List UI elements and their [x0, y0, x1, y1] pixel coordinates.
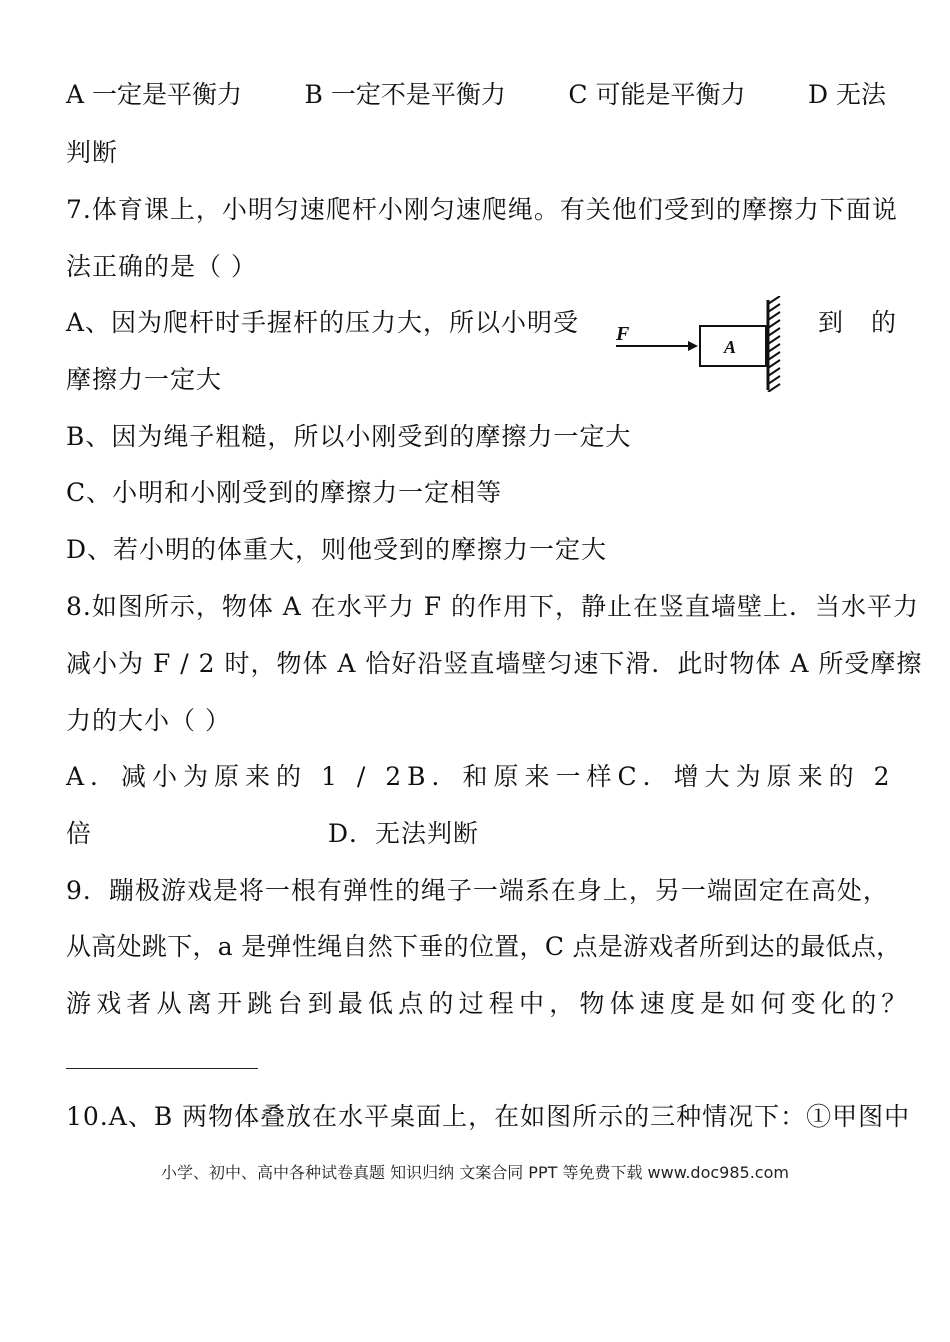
q8-stem-line1: 8.如图所示，物体 A 在水平力 F 的作用下，静止在竖直墙壁上．当水平力 [66, 592, 920, 621]
q6-option-c: C 可能是平衡力 [568, 80, 746, 109]
q9-line1: 9．蹦极游戏是将一根有弹性的绳子一端系在身上，另一端固定在高处， [66, 876, 889, 905]
q9-line2: 从高处跳下，a 是弹性绳自然下垂的位置，C 点是游戏者所到达的最低点， [66, 932, 902, 961]
q7-option-c: C、小明和小刚受到的摩擦力一定相等 [66, 478, 503, 507]
q6-option-a: A 一定是平衡力 [66, 80, 243, 109]
figure-svg [612, 296, 792, 392]
q8-option-d: D．无法判断 [328, 819, 480, 848]
q7-option-d: D、若小明的体重大，则他受到的摩擦力一定大 [66, 535, 608, 564]
q8-options-row [66, 760, 896, 794]
q8-stem-line3: 力的大小（ ） [66, 706, 231, 735]
q6-option-b: B 一定不是平衡力 [304, 80, 506, 109]
q7-option-a: A、因为爬杆时手握杆的压力大，所以小明受 [66, 308, 580, 337]
q8-stem-line2: 减小为 F / 2 时，物体 A 恰好沿竖直墙壁匀速下滑．此时物体 A 所受摩擦 [66, 649, 923, 678]
q8-option-a: A．减小为原来的 1 / 2 [66, 762, 408, 791]
q9-line3: 游戏者从离开跳台到最低点的过程中，物体速度是如何变化的？ [66, 989, 912, 1018]
force-label: F [616, 323, 630, 345]
q8-option-c-continued: 倍 [66, 819, 93, 848]
q6-option-d-continued: 判断 [66, 138, 119, 167]
q7-option-a-continued: 摩擦力一定大 [66, 365, 223, 394]
page-footer: 小学、初中、高中各种试卷真题 知识归纳 文案合同 PPT 等免费下载 www.doc985.com [161, 1163, 789, 1182]
block-label: A [724, 337, 737, 357]
force-arrow-head [688, 341, 698, 351]
q10-line1: 10.A、B 两物体叠放在水平桌面上，在如图所示的三种情况下：①甲图中 [66, 1102, 911, 1131]
wall-hatching [768, 296, 780, 392]
q7-option-b: B、因为绳子粗糙，所以小刚受到的摩擦力一定大 [66, 422, 632, 451]
q9-answer-blank [66, 1068, 258, 1069]
q6-options-row [66, 78, 886, 112]
q7-stem-line1: 7.体育课上，小明匀速爬杆小刚匀速爬绳。有关他们受到的摩擦力下面说 [66, 195, 898, 224]
q6-option-d: D 无法 [807, 80, 886, 109]
q8-option-c: C．增大为原来的 2 [617, 762, 896, 791]
q7-option-a-fragment: 到 的 [818, 308, 906, 337]
q7-stem-line2: 法正确的是（ ） [66, 252, 257, 281]
force-block-wall-figure [612, 296, 792, 396]
q8-option-b: B．和原来一样 [407, 762, 618, 791]
